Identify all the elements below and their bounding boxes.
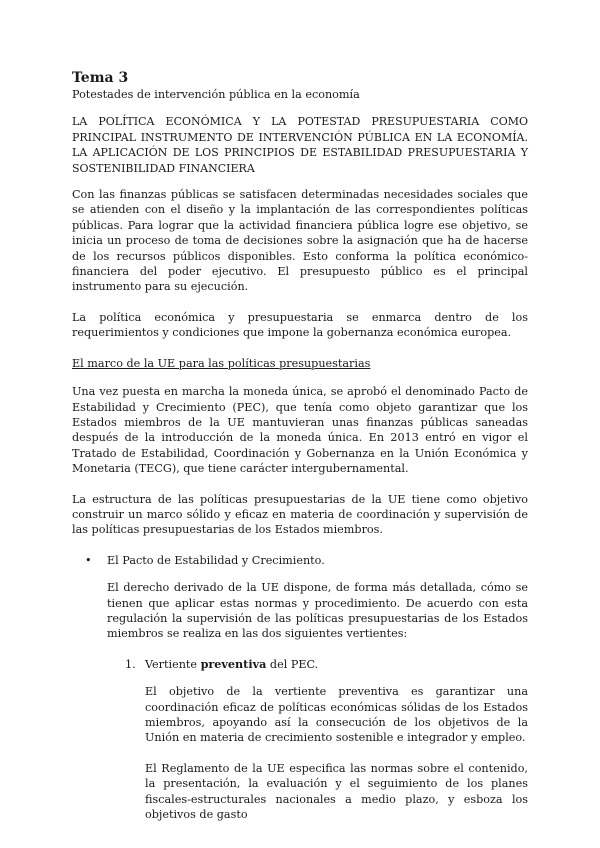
bullet-list [72, 553, 528, 823]
paragraph-politica-economica: La política económica y presupuestaria se enmarca dentro de los requerimientos y condiciones que impone la gobernanza económica europea. [72, 310, 528, 340]
bullet-icon: • [85, 553, 92, 567]
paragraph-finanzas-publicas: Con las finanzas públicas se satisfacen determinadas necesidades sociales que se atienden con el diseño y la implantación de las correspondientes políticas públicas. Para lograr que la actividad financiera pública logre ese objetivo, se inicia un proceso de toma de decisiones sobre la asignación que ha de hacerse de los recursos públicos disponibles. Esto conforma la política económico-financiera del poder ejecutivo. El presupuesto público es el principal instrumento para su ejecución. [72, 188, 528, 294]
document-title: Tema 3 [72, 70, 129, 86]
document-page [72, 70, 528, 837]
paragraph-derecho-derivado: El derecho derivado de la UE dispone, de forma más detallada, cómo se tienen que aplicar estas normas y procedimiento. De acuerdo con esta regulación la supervisión de las políticas presupuestarias de los Estados miembros se realiza en las dos siguientes vertientes: [107, 581, 528, 641]
numbered-item-suffix: del PEC. [266, 657, 319, 671]
numbered-item-bold: preventiva [200, 656, 267, 671]
document-subtitle: Potestades de intervención pública en la economía [72, 88, 360, 101]
paragraph-pacto-estabilidad: Una vez puesta en marcha la moneda única, se aprobó el denominado Pacto de Estabilidad y Crecimiento (PEC), que tenía como objeto garantizar que los Estados miembros de la UE mantuvieran unas finanzas públicas saneadas después de la introducción de la moneda única. En 2013 entró en vigor el Tratado de Estabilidad, Coordinación y Gobernanza en la Unión Económica y Monetaria (TECG), que tiene carácter intergubernamental. [72, 385, 528, 476]
paragraph-estructura-politicas: La estructura de las políticas presupuestarias de la UE tiene como objetivo construir un marco sólido y eficaz en materia de coordinación y supervisión de las políticas presupuestarias de los Estados miembros. [72, 492, 528, 537]
paragraph-reglamento-ue: El Reglamento de la UE especifica las normas sobre el contenido, la presentación, la evaluación y el seguimiento de los planes fiscales-estructurales nacionales a medio plazo, y esboza los objetivos de gasto [145, 761, 528, 822]
paragraph-objetivo-preventiva: El objetivo de la vertiente preventiva es garantizar una coordinación eficaz de políticas económicas sólidas de los Estados miembros, apoyando así la consecución de los objetivos de la Unión en materia de crecimiento sostenible e integrador y empleo. [145, 685, 528, 745]
bullet-item-label: El Pacto de Estabilidad y Crecimiento. [107, 553, 325, 567]
numbered-item-preventiva [125, 656, 528, 672]
bullet-item-pec [85, 553, 528, 568]
numbered-marker: 1. [125, 657, 136, 671]
numbered-list [107, 657, 528, 823]
section-main-heading: LA POLÍTICA ECONÓMICA Y LA POTESTAD PRESUPUESTARIA COMO PRINCIPAL INSTRUMENTO DE INTERVENCIÓN PÚBLICA EN LA ECONOMÍA. LA APLICACIÓN DE LOS PRINCIPIOS DE ESTABILIDAD PRESUPUESTARIA Y SOSTENIBILIDAD FINANCIERA [72, 115, 528, 175]
numbered-item-prefix: Vertiente [145, 657, 201, 671]
section-heading-marco-ue: El marco de la UE para las políticas presupuestarias [72, 356, 371, 370]
